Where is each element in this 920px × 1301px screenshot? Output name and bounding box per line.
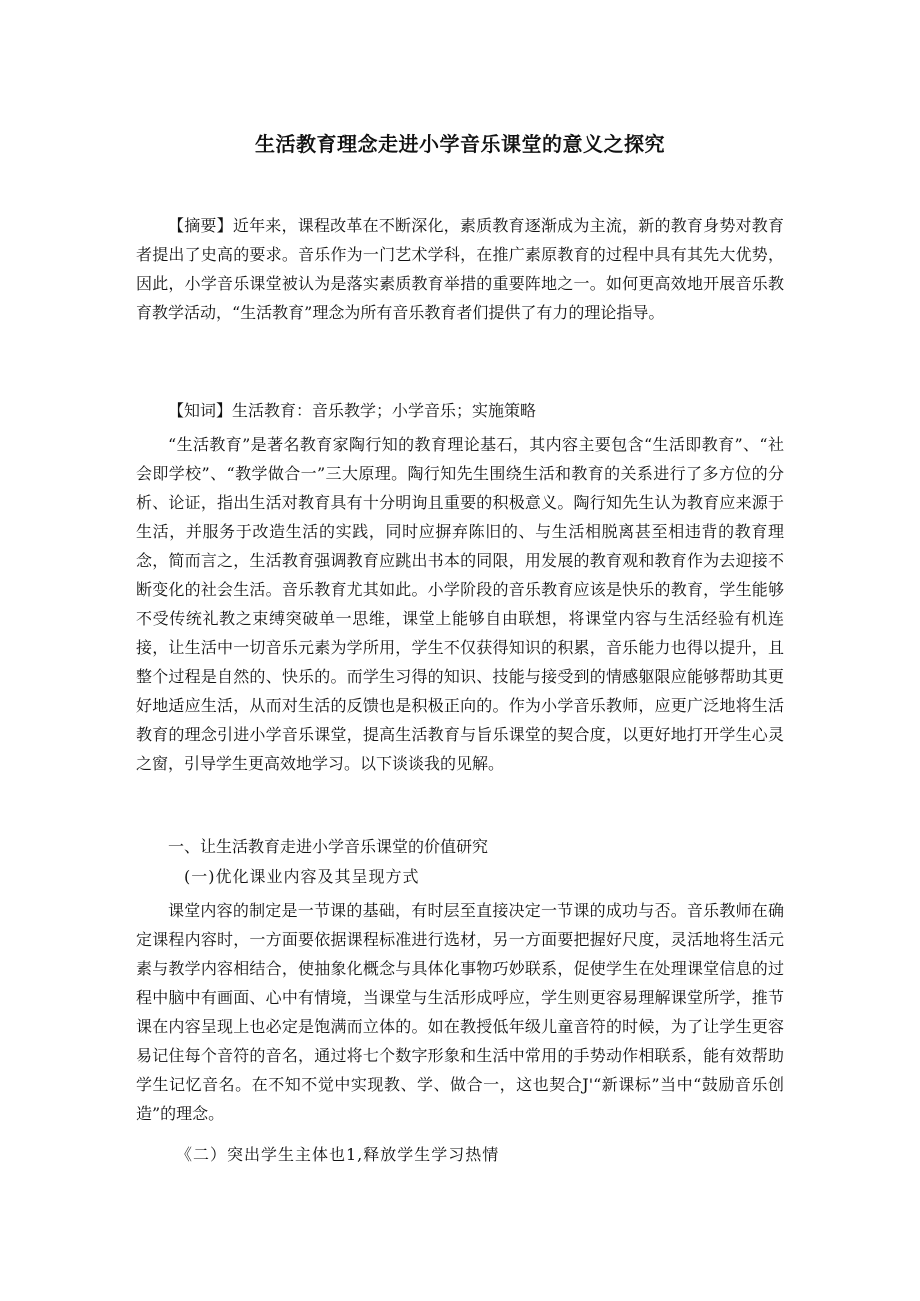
abstract-paragraph <box>136 211 784 327</box>
keywords-text: 生活教育：音乐教学；小学音乐；实施策略 <box>232 401 537 420</box>
abstract-text: 近年来，课程改革在不断深化，素质教育逐渐成为主流，新的教育身势对教育者提出了史高的要求。音乐作为一门艺术学科，在推广素原教育的过程中具有其先大优势，因此，小学音乐课堂被认为是落实素质教育举措的重要阵地之一。如何更高效地开展音乐教育教学活动，“生活教育”理念为所有音乐教育者们提供了有力的理论指导。 <box>136 216 784 322</box>
section-heading: 一、让生活教育走进小学音乐课堂的价值研究 <box>168 837 489 856</box>
keywords-label: 【知词】 <box>168 401 233 420</box>
intro-paragraph: “生活教育”是著名教育家陶行知的教育理论基石，其内容主要包含“生活即教育”、“社会即学校”、“教学做合一”三大原理。陶行知先生围绕生活和教育的关系进行了多方位的分析、论证，指出生活对教育具有十分明询且重要的积极意义。陶行知先生认为教育应来源于生活，并服务于改造生活的实践，同时应摒弃陈旧的、与生活相脱离甚至相违背的教育理念，简而言之，生活教育强调教育应跳出书本的同限，用发展的教育观和教育作为去迎接不断变化的社会生活。音乐教育尤其如此。小学阶段的音乐教育应该是快乐的教育，学生能够不受传统礼教之束缚突破单一思维，课堂上能够自由联想，将课堂内容与生活经验有机连接，让生活中一切音乐元素为学所用，学生不仅获得知识的积累，音乐能力也得以提升，且整个过程是自然的、快乐的。而学生习得的知识、技能与接受到的情感躯限应能够帮助其更好地适应生活，从而对生活的反馈也是积极正向的。作为小学音乐教师，应更广泛地将生活教育的理念引进小学音乐课堂，提高生活教育与旨乐课堂的契合度，以更好地打开学生心灵之窗，引导学生更高效地学习。以下谈谈我的见解。 <box>136 435 784 773</box>
keywords-paragraph <box>136 396 784 425</box>
subsection-heading-2: 《二）突出学生主体也1,释放学生学习热情 <box>176 1145 500 1164</box>
document-title: 生活教育理念走进小学音乐课堂的意义之探究 <box>255 132 665 156</box>
abstract-label: 【摘要】 <box>168 216 233 235</box>
subsection-heading-1: (一)优化课业内容及其呈现方式 <box>184 867 420 886</box>
body-paragraph: 课堂内容的制定是一节课的基础，有时层至直接决定一节课的成功与否。音乐教师在确定课程内容时，一方面要依据课程标准进行选材，另一方面要把握好尺度，灵活地将生活元素与教学内容相结合，使抽象化概念与具体化事物巧妙联系，促使学生在处理课堂信息的过程中脑中有画面、心中有情境，当课堂与生活形成呼应，学生则更容易理解课堂所学，推节课在内容呈现上也必定是饱满而立体的。如在教授低年级儿童音符的时候，为了让学生更容易记住每个音符的音名，通过将七个数字形象和生活中常用的手势动作相联系，能有效帮助学生记忆音名。在不知不觉中实现教、学、做合一，这也契合J'“新课标”当中“鼓励音乐创造”的理念。 <box>136 901 784 1123</box>
